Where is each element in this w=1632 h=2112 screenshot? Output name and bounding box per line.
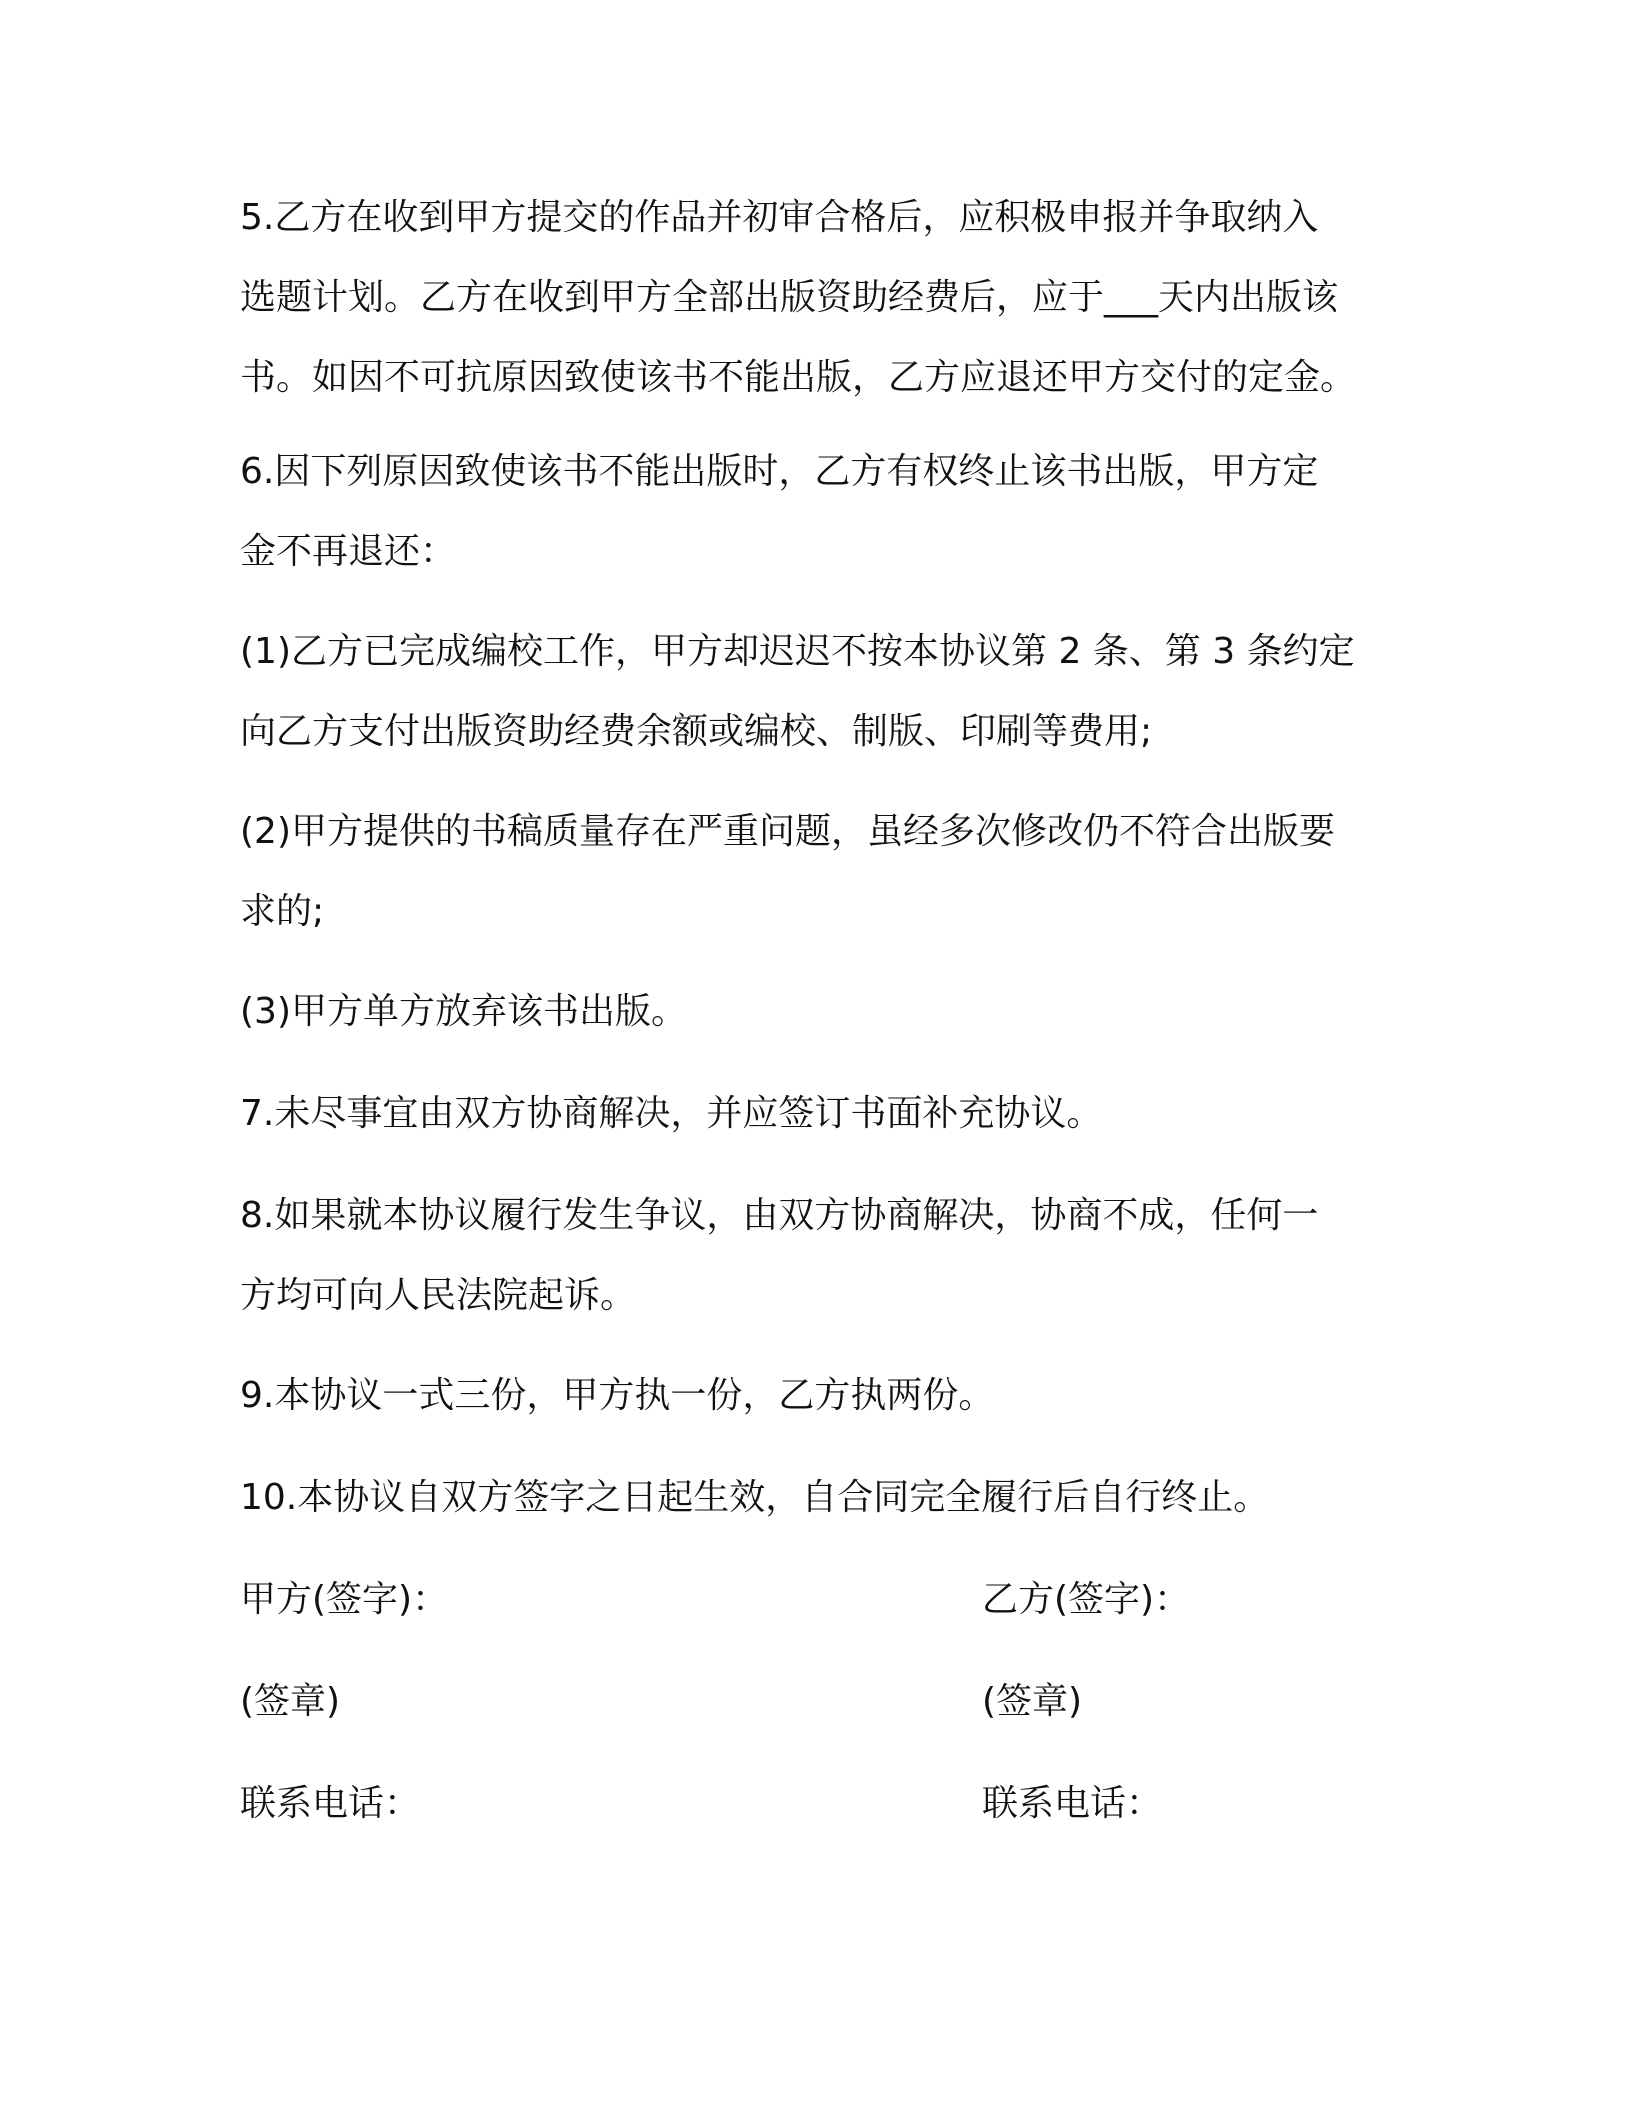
clause-6-item-3-line-1: (3)甲方单方放弃该书出版。 — [240, 991, 687, 1032]
clause-9-line-1: 9.本协议一式三份，甲方执一份，乙方执两份。 — [240, 1375, 995, 1416]
party-a-seal-label: (签章) — [240, 1681, 341, 1722]
clause-8 — [240, 1176, 1400, 1336]
document-page — [240, 0, 1400, 2112]
party-b-signature-label: 乙方(签字)： — [982, 1579, 1191, 1620]
clause-7-line-1: 7.未尽事宜由双方协商解决，并应签订书面补充协议。 — [240, 1093, 1103, 1134]
clause-10 — [240, 1458, 1400, 1538]
clause-6-item-1-line-1: (1)乙方已完成编校工作，甲方却迟迟不按本协议第 2 条、第 3 条约定 — [240, 631, 1355, 672]
signature-row — [240, 1560, 1400, 1640]
clause-6-line-1: 6.因下列原因致使该书不能出版时，乙方有权终止该书出版，甲方定 — [240, 451, 1319, 492]
clause-6-item-3 — [240, 972, 1400, 1052]
clause-8-line-1: 8.如果就本协议履行发生争议，由双方协商解决，协商不成，任何一 — [240, 1195, 1319, 1236]
clause-6 — [240, 432, 1400, 592]
clause-6-item-1-line-2: 向乙方支付出版资助经费余额或编校、制版、印刷等费用; — [240, 711, 1153, 752]
clause-10-line-1: 10.本协议自双方签字之日起生效，自合同完全履行后自行终止。 — [240, 1477, 1270, 1518]
clause-6-item-2-line-1: (2)甲方提供的书稿质量存在严重问题，虽经多次修改仍不符合出版要 — [240, 811, 1335, 852]
clause-5 — [240, 178, 1400, 418]
clause-5-line-3: 书。如因不可抗原因致使该书不能出版，乙方应退还甲方交付的定金。 — [240, 357, 1357, 398]
party-a-phone-label: 联系电话： — [240, 1783, 421, 1824]
seal-row — [240, 1662, 1400, 1742]
clause-6-item-2 — [240, 792, 1400, 952]
clause-9 — [240, 1356, 1400, 1436]
clause-6-line-2: 金不再退还： — [240, 531, 457, 572]
clause-7 — [240, 1074, 1400, 1154]
party-b-phone-label: 联系电话： — [982, 1783, 1163, 1824]
clause-6-item-1 — [240, 612, 1400, 772]
clause-6-item-2-line-2: 求的; — [240, 891, 325, 932]
clause-8-line-2: 方均可向人民法院起诉。 — [240, 1275, 637, 1316]
phone-row — [240, 1764, 1400, 1844]
party-a-signature-label: 甲方(签字)： — [240, 1579, 449, 1620]
clause-5-line-1: 5.乙方在收到甲方提交的作品并初审合格后，应积极申报并争取纳入 — [240, 197, 1319, 238]
party-b-seal-label: (签章) — [982, 1681, 1083, 1722]
clause-5-line-2: 选题计划。乙方在收到甲方全部出版资助经费后，应于___天内出版该 — [240, 277, 1339, 318]
